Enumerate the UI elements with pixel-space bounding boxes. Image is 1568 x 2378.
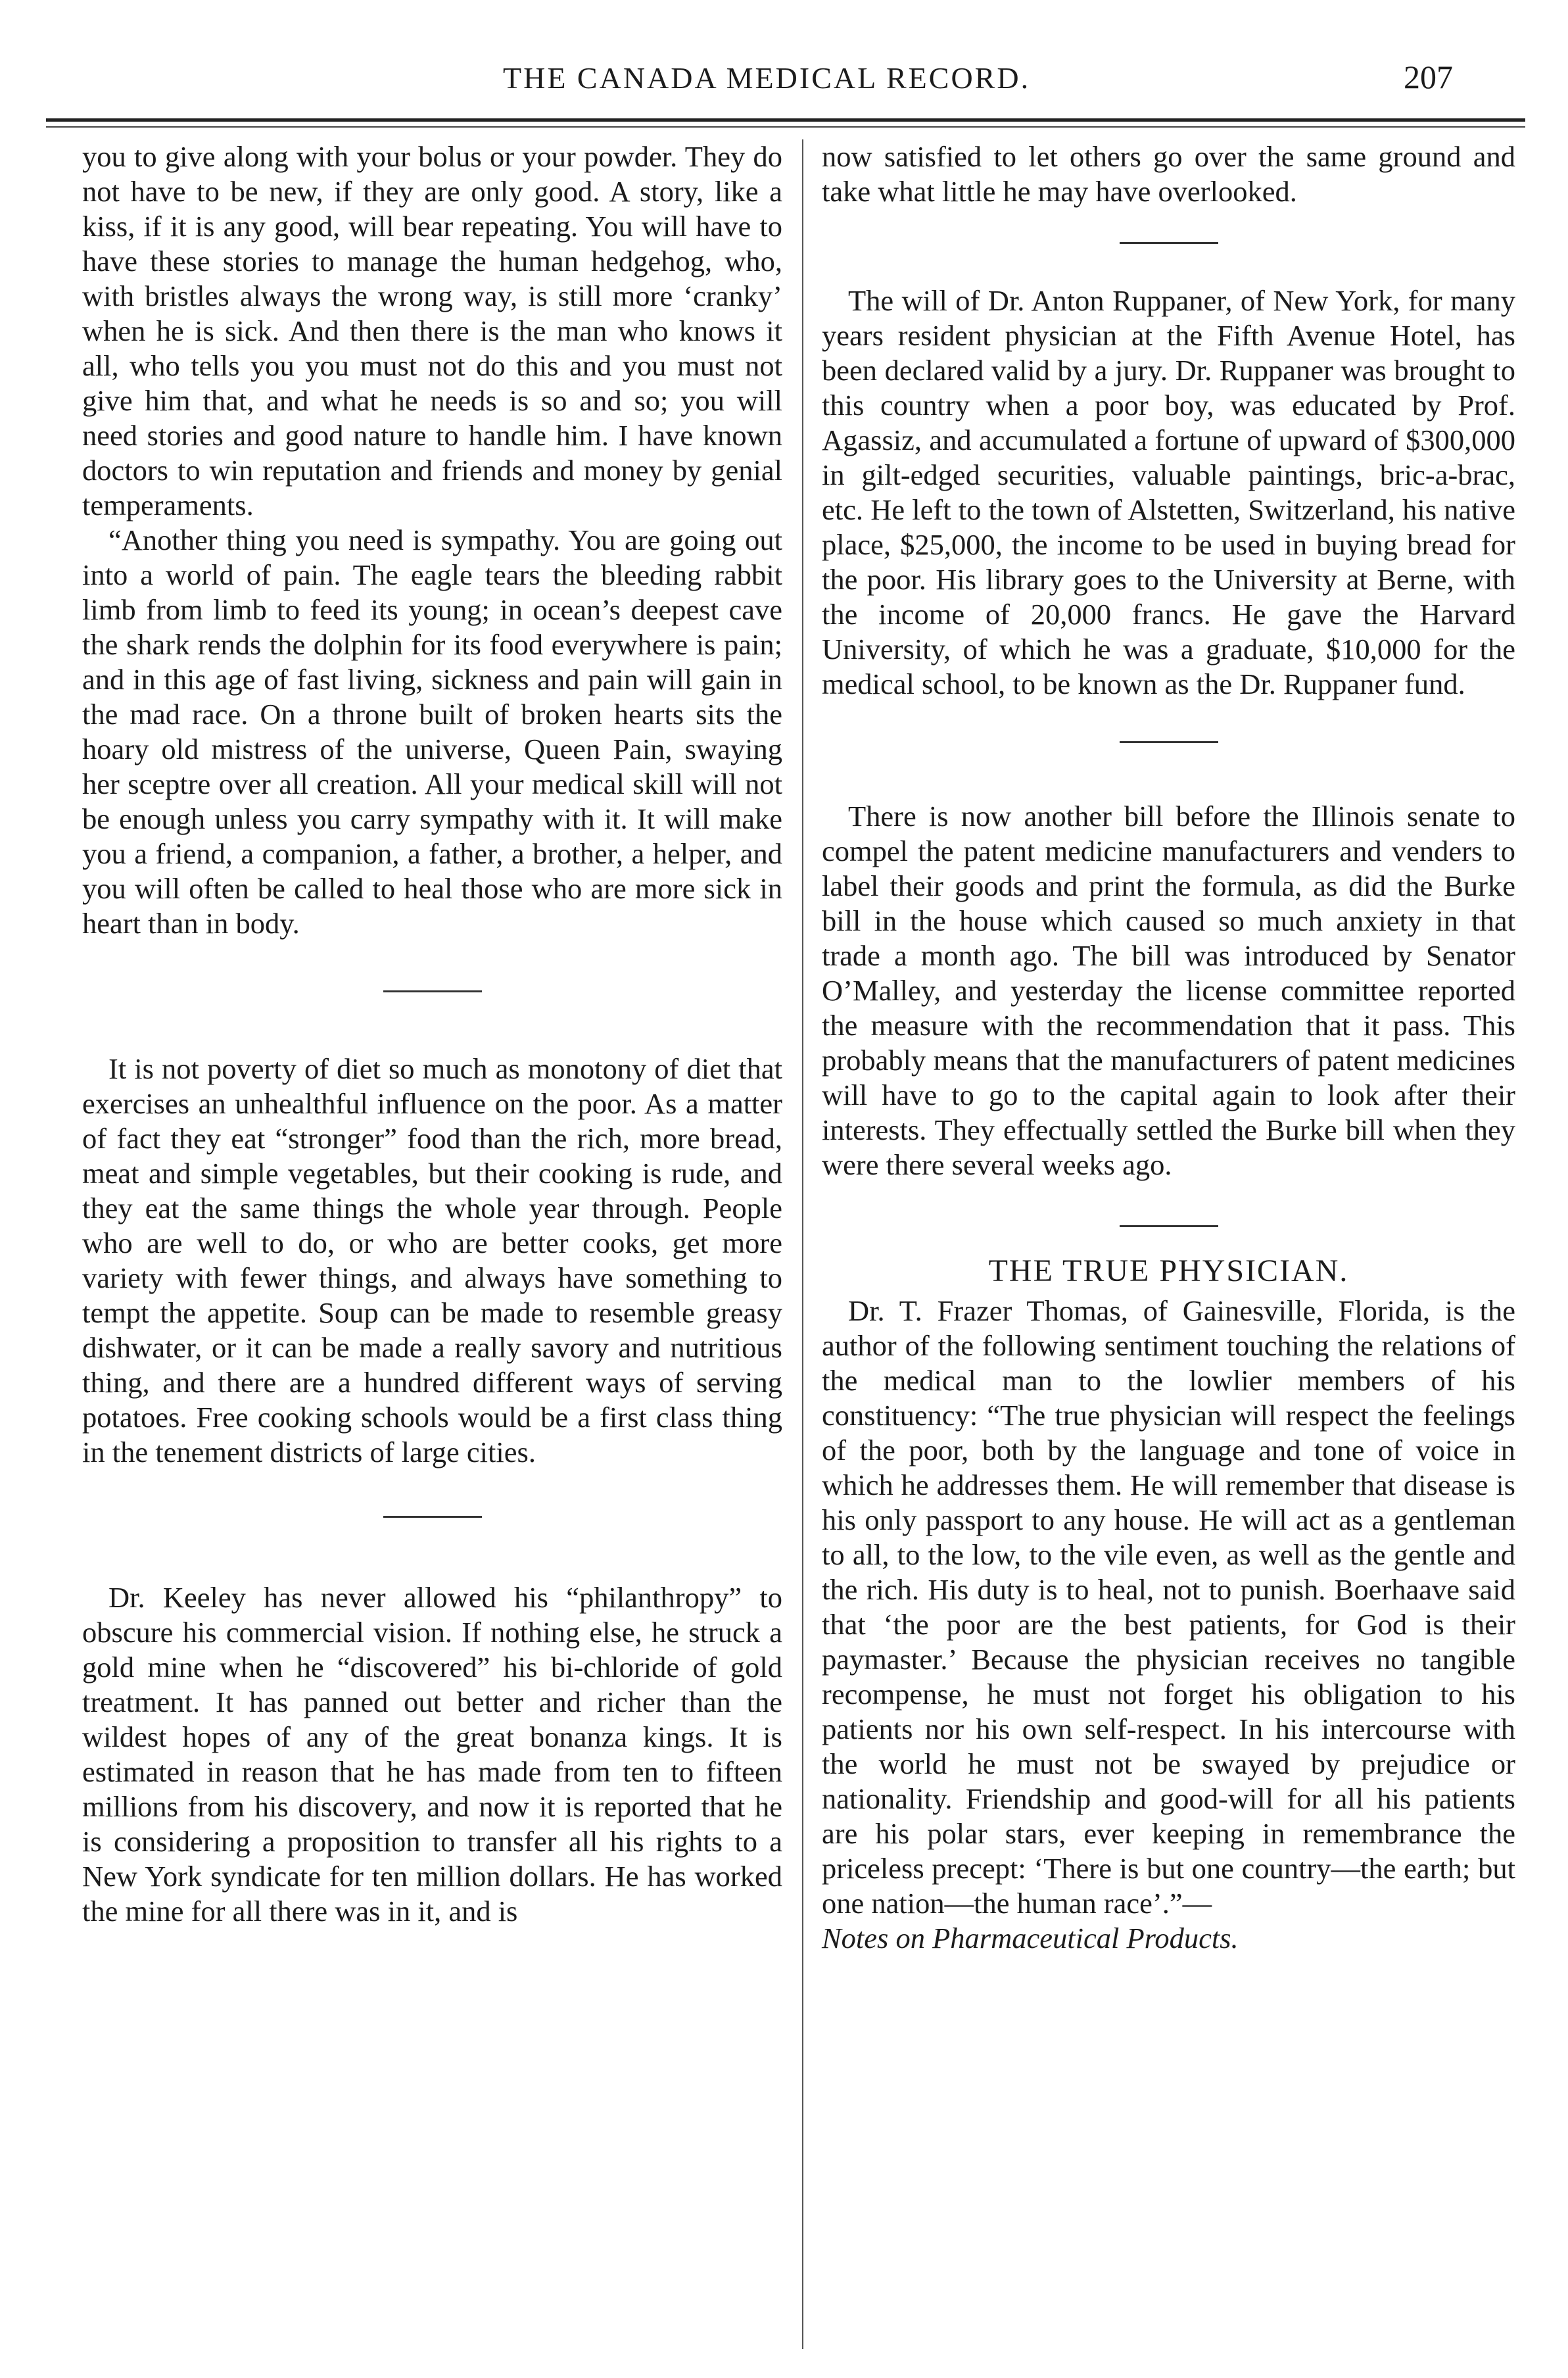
- source-citation: Notes on Pharmaceutical Products.: [822, 1922, 1239, 1954]
- paragraph: It is not poverty of diet so much as monotony of diet that exercises an unhealthful influence on the poor. As a matter of fact they eat “stronger” food than the rich, more bread, meat and simple vegetables, but their cooking is rude, and they eat the same things the whole year through. People who are well to do, or who are better cooks, get more variety with fewer things, and always have something to tempt the appetite. Soup can be made to resemble greasy dishwater, or it can be made a really savory and nutritious thing, and there are a hundred different ways of serving potatoes. Free cooking schools would be a first class thing in the tenement districts of large cities.: [82, 1052, 782, 1468]
- paragraph: The will of Dr. Anton Ruppaner, of New York, for many years resident physician at the Fifth Avenue Hotel, has been declared valid by a jury. Dr. Ruppaner was brought to this country when a poor boy, was educated by Prof. Agassiz, and accumulated a fortune of upward of $300,000 in gilt-edged securities, valuable paintings, bric-a-brac, etc. He left to the town of Alstetten, Switzerland, his native place, $25,000, the income to be used in buying bread for the poor. His library goes to the University at Berne, with the income of 20,000 francs. He gave the Harvard University, of which he was a graduate, $10,000 for the medical school, to be known as the Dr. Ruppaner fund.: [822, 284, 1515, 700]
- journal-title: THE CANADA MEDICAL RECORD.: [503, 61, 1031, 95]
- right-column: [822, 139, 1515, 1956]
- paragraph: Dr. T. Frazer Thomas, of Gainesville, Florida, is the author of the following sentiment touching the relations of the medical man to the lowlier members of his constituency: “The true physician will respect the feelings of the poor, both by the language and tone of voice in which he addresses them. He will remember that disease is his only passport to any house. He will act as a gentleman to all, to the low, to the vile even, as well as the gentle and the rich. His duty is to heal, not to punish. Boerhaave said that ‘the poor are the best patients, for God is their paymaster.’ Because the physician receives no tangible recompense, he must not forget his obligation to his patients nor his own self-respect. In his intercourse with the world he must not be swayed by prejudice or nationality. Friendship and good-will for all his patients are his polar stars, ever keeping in remembrance the priceless precept: ‘There is but one country—the earth; but one nation—the human race’.”—: [822, 1294, 1515, 1920]
- paragraph: now satisfied to let others go over the same ground and take what little he may have overlooked.: [822, 140, 1515, 208]
- paragraph: “Another thing you need is sympathy. You are going out into a world of pain. The eagle tears the bleeding rabbit limb from limb to feed its young; in ocean’s deepest cave the shark rends the dolphin for its food everywhere is pain; and in this age of fast living, sickness and pain will gain in the mad race. On a throne built of broken hearts sits the hoary old mistress of the universe, Queen Pain, swaying her sceptre over all creation. All your medical skill will not be enough unless you carry sympathy with it. It will make you a friend, a companion, a father, a brother, a helper, and you will often be called to heal those who are more sick in heart than in body.: [82, 523, 782, 940]
- section-separator: [383, 1516, 482, 1518]
- paragraph: Dr. Keeley has never allowed his “philanthropy” to obscure his commercial vision. If nothing else, he struck a gold mine when he “discovered” his bi-chloride of gold treatment. It has panned out better and richer than the wildest hopes of any of the great bonanza kings. It is estimated in reason that he has made from ten to fifteen millions from his discovery, and now it is reported that he is considering a proposition to transfer all his rights to a New York syndicate for ten million dollars. He has worked the mine for all there was in it, and is: [82, 1581, 782, 1928]
- header-rule-thin: [46, 126, 1525, 128]
- paragraph: you to give along with your bolus or your powder. They do not have to be new, if they are only good. A story, like a kiss, if it is any good, will bear repeating. You will have to have these stories to manage the human hedgehog, who, with bristles always the wrong way, is still more ‘cranky’ when he is sick. And then there is the man who knows it all, who tells you you must not do this and you must not give him that, and what he needs is so and so; you will need stories and good nature to handle him. I have known doctors to win reputation and friends and money by genial temperaments.: [82, 140, 782, 522]
- left-column: [82, 139, 782, 1929]
- paragraph: There is now another bill before the Illinois senate to compel the patent medicine manufacturers and venders to label their goods and print the formula, as did the Burke bill in the house which caused so much anxiety in that trade a month ago. The bill was introduced by Senator O’Malley, and yesterday the license committee reported the measure with the recommendation that it pass. This probably means that the manufacturers of patent medicines will have to go to the capital again to look after their interests. They effectually settled the Burke bill when they were there several weeks ago.: [822, 800, 1515, 1181]
- section-heading: THE TRUE PHYSICIAN.: [988, 1253, 1349, 1288]
- section-separator: [383, 990, 482, 992]
- column-divider: [802, 139, 803, 2349]
- page-header: [154, 61, 1453, 113]
- header-rule: [46, 118, 1525, 122]
- section-separator: [1120, 1225, 1218, 1227]
- section-separator: [1120, 741, 1218, 743]
- section-separator: [1120, 242, 1218, 244]
- page-number: 207: [1404, 59, 1453, 95]
